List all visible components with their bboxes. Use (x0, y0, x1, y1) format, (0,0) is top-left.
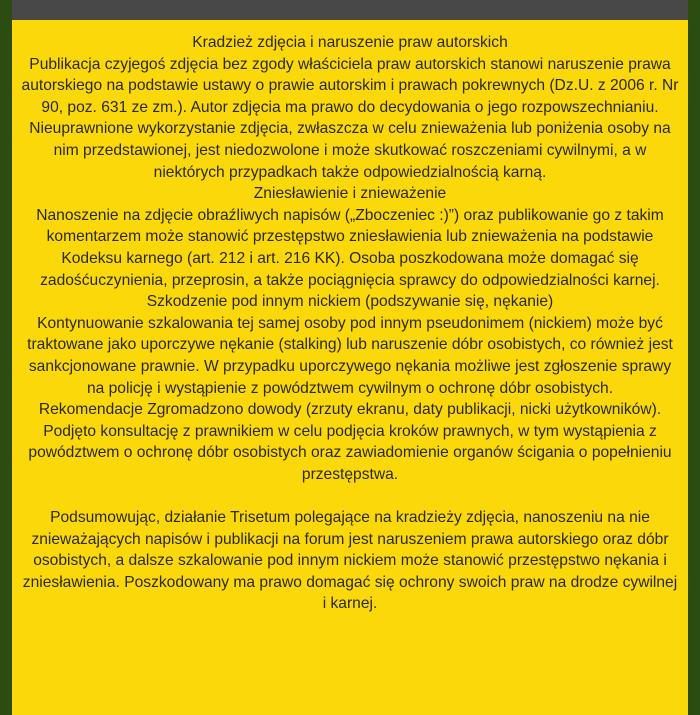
section-recommendations: Rekomendacje Zgromadzono dowody (zrzuty ekranu, daty publikacji, nicki użytkowników). (38, 401, 662, 419)
right-edge-strip (688, 0, 700, 715)
section-legal-consultation: Podjęto konsultację z prawnikiem w celu podjęcia kroków prawnych, w tym wystąpienia z powództwem o ochronę dóbr osobistych oraz zawiadomienie organów ścigania o popełnieniu przestępstwa. (28, 422, 672, 483)
section-body-photo-theft: Publikacja czyjegoś zdjęcia bez zgody właściciela praw autorskich stanowi naruszenie prawa autorskiego na podstawie ustawy o prawie autorskim i prawach pokrewnych (Dz.U. z 2006 r. Nr 90, poz. 631 ze zm.). Autor zdjęcia ma prawo do decydowania o jego rozpowszechnianiu. Nieuprawnione wykorzystanie zdjęcia, zwłaszcza w celu znieważenia lub poniżenia osoby na nim przedstawionej, jest niedozwolone i może skutkować roszczeniami cywilnymi, a w niektórych przypadkach także odpowiedzialnością karną. (21, 55, 679, 181)
section-body-defamation: Nanoszenie na zdjęcie obraźliwych napisów („Zboczeniec :)”) oraz publikowanie go z takim komentarzem może stanowić przestępstwo zniesławienia lub znieważenia na podstawie Kodeksu karnego (art. 212 i art. 216 KK). Osoba poszkodowana może domagać się zadośćuczynienia, przeprosin, a także pociągnięcia sprawcy do odpowiedzialności karnej. (36, 206, 664, 289)
summary-paragraph: Podsumowując, działanie Trisetum polegające na kradzieży zdjęcia, nanoszeniu na nie znieważających napisów i publikacji na forum jest naruszeniem prawa autorskiego oraz dóbr osobistych, a dalsze szkalowanie pod innym nickiem może stanowić przestępstwo nękania i zniesławienia. Poszkodowany ma prawo domagać się ochrony swoich praw na drodze cywilnej i karnej. (22, 509, 678, 613)
left-edge-strip (0, 0, 12, 715)
section-heading-photo-theft: Kradzież zdjęcia i naruszenie praw autorskich (192, 34, 508, 51)
top-header-bar (12, 0, 688, 20)
section-body-harassment: Kontynuowanie szkalowania tej samej osoby pod innym pseudonimem (nickiem) może być traktowane jako uporczywe nękanie (stalking) lub naruszenie dóbr osobistych, co również jest sankcjonowane prawnie. W przypadku uporczywego nękania możliwe jest zgłoszenie sprawy na policję i wystąpienie z powództwem cywilnym o ochronę dóbr osobistych. (27, 314, 673, 397)
section-heading-harassment: Szkodzenie pod innym nickiem (podszywanie się, nękanie) (146, 293, 554, 311)
section-heading-defamation: Zniesławienie i znieważenie (253, 185, 447, 203)
message-content-panel (12, 20, 688, 715)
paragraph-spacer (20, 485, 680, 507)
